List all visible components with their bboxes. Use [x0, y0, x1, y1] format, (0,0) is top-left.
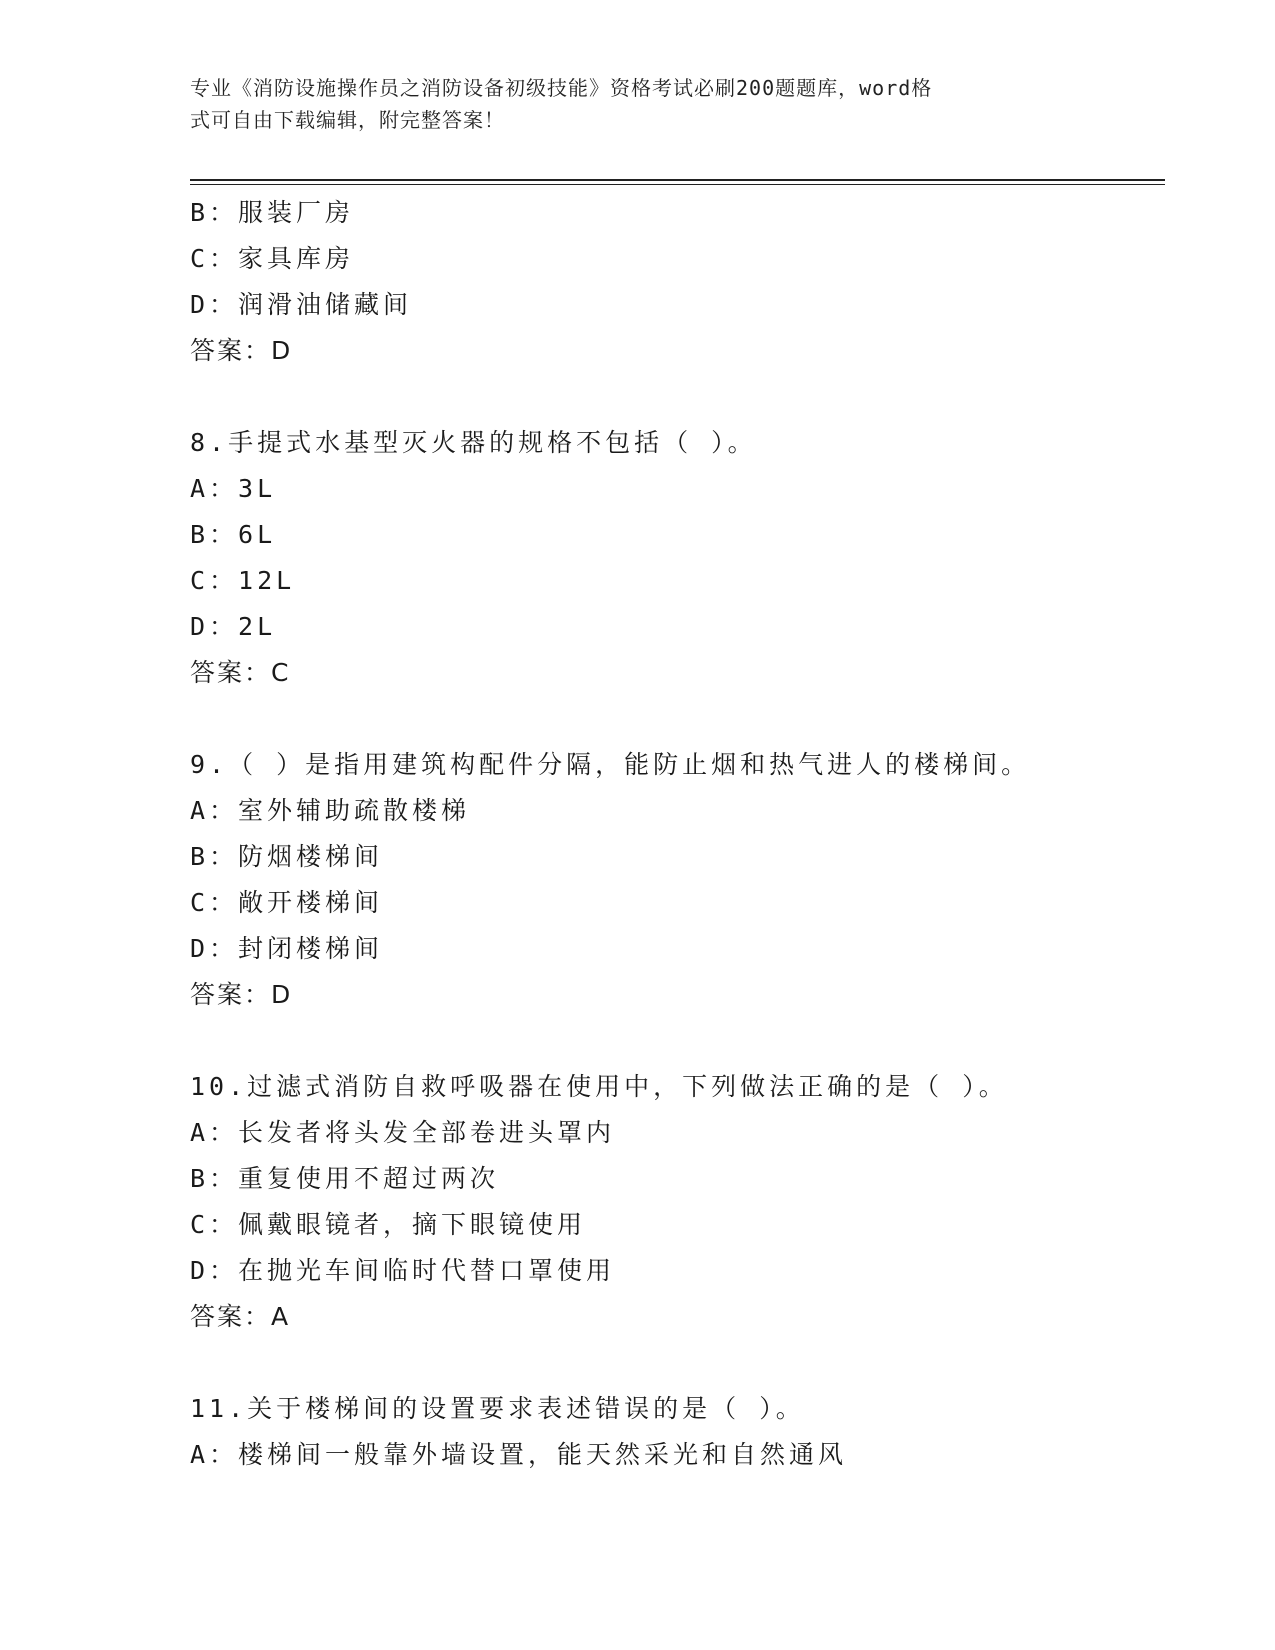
option-c: C：敞开楼梯间 — [190, 888, 384, 917]
question-9 — [190, 742, 1165, 1018]
question-10 — [190, 1064, 1165, 1340]
header-divider-thin — [190, 184, 1165, 185]
option-d: D：在抛光车间临时代替口罩使用 — [190, 1256, 616, 1285]
option-c: C：12L — [190, 566, 296, 595]
spacer — [190, 1340, 1165, 1386]
answer-line: 答案：D — [190, 980, 293, 1009]
option-a: A：室外辅助疏散楼梯 — [190, 796, 471, 825]
header-divider-thick — [190, 179, 1165, 181]
answer-line: 答案：A — [190, 1302, 291, 1331]
option-b: B：6L — [190, 520, 277, 549]
question-list — [190, 190, 1165, 1478]
question-stem: 10.过滤式消防自救呼吸器在使用中，下列做法正确的是（ ）。 — [190, 1072, 1008, 1101]
option-a: A：楼梯间一般靠外墙设置，能天然采光和自然通风 — [190, 1440, 848, 1469]
option-d: D：润滑油储藏间 — [190, 290, 413, 319]
spacer — [190, 1018, 1165, 1064]
spacer — [190, 374, 1165, 420]
option-d: D：2L — [190, 612, 277, 641]
option-c: C：佩戴眼镜者，摘下眼镜使用 — [190, 1210, 587, 1239]
question-stem: 11.关于楼梯间的设置要求表述错误的是（ ）。 — [190, 1394, 805, 1423]
option-a: A：3L — [190, 474, 277, 503]
spacer — [190, 696, 1165, 742]
header-line-1: 专业《消防设施操作员之消防设备初级技能》资格考试必刷200题题库，word格 — [190, 76, 933, 100]
document-header — [190, 72, 1080, 136]
option-b: B：防烟楼梯间 — [190, 842, 384, 871]
question-stem: 9.（ ）是指用建筑构配件分隔，能防止烟和热气进人的楼梯间。 — [190, 750, 1031, 779]
option-c: C：家具库房 — [190, 244, 355, 273]
question-7-tail — [190, 190, 1165, 374]
question-8 — [190, 420, 1165, 696]
answer-line: 答案：D — [190, 336, 293, 365]
option-d: D：封闭楼梯间 — [190, 934, 384, 963]
header-line-2: 式可自由下载编辑，附完整答案！ — [190, 108, 505, 132]
answer-line: 答案：C — [190, 658, 291, 687]
question-11 — [190, 1386, 1165, 1478]
option-b: B：重复使用不超过两次 — [190, 1164, 500, 1193]
option-b: B：服装厂房 — [190, 198, 355, 227]
question-stem: 8.手提式水基型灭火器的规格不包括（ ）。 — [190, 428, 757, 457]
option-a: A：长发者将头发全部卷进头罩内 — [190, 1118, 616, 1147]
